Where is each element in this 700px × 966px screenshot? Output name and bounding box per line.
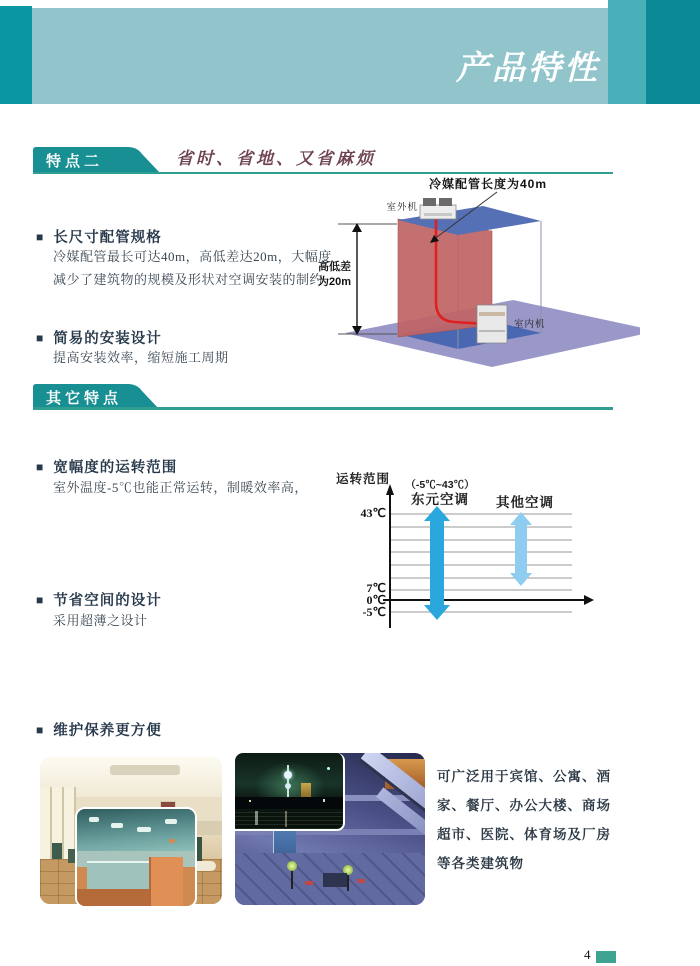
usage-text bbox=[437, 762, 637, 878]
photo-skyline-inset bbox=[235, 753, 345, 831]
range-arrow-other bbox=[510, 512, 532, 586]
section-subtitle: 省时、省地、又省麻烦 bbox=[176, 149, 376, 168]
chart-axis-title: 运转范围 bbox=[336, 472, 391, 486]
photo-lamp-post bbox=[347, 873, 349, 891]
feature-heading bbox=[36, 719, 162, 740]
operating-range-chart bbox=[330, 466, 602, 638]
bullet-icon: ■ bbox=[36, 723, 45, 737]
range-arrow-dongyuan bbox=[424, 506, 450, 620]
photo-desk-cluster bbox=[87, 861, 149, 891]
feature-heading-label: 维护保养更方便 bbox=[53, 723, 162, 739]
bullet-icon: ■ bbox=[36, 230, 45, 244]
feature-heading-label: 长尺寸配管规格 bbox=[53, 230, 162, 246]
ytick-neg5: -5℃ bbox=[362, 605, 386, 619]
bullet-icon: ■ bbox=[36, 460, 45, 474]
badge-label: 特点二 bbox=[46, 153, 104, 170]
photo-reflection bbox=[285, 811, 287, 827]
feature-heading bbox=[36, 226, 162, 247]
usage-line: 家、餐厅、办公大楼、商场 bbox=[437, 798, 611, 813]
photo-window-light bbox=[323, 799, 325, 802]
section-badge-feature2 bbox=[33, 147, 160, 173]
paragraph-line: 冷媒配管最长可达40m，高低差达20m，大幅度 bbox=[53, 249, 332, 264]
photo-ceiling-light bbox=[165, 819, 177, 824]
chart-annotation: （-5℃~43℃） bbox=[405, 479, 475, 491]
photo-window-light bbox=[249, 800, 251, 802]
feature-paragraph bbox=[53, 476, 343, 499]
feature-heading-label: 宽幅度的运转范围 bbox=[53, 460, 178, 476]
badge-label: 其它特点 bbox=[46, 390, 123, 407]
header-mid-stripe bbox=[608, 0, 646, 104]
feature-paragraph bbox=[53, 609, 343, 632]
height-diff-line2: 为20m bbox=[318, 276, 352, 288]
photo-reflection bbox=[255, 811, 258, 825]
photo-building-silhouette bbox=[235, 797, 343, 809]
photo-ceiling-slot bbox=[110, 765, 180, 775]
usage-line: 超市、医院、体育场及厂房 bbox=[437, 827, 611, 842]
photo-beacon bbox=[327, 767, 330, 770]
chart-category-other: 其他空调 bbox=[496, 495, 554, 510]
chart-category-dongyuan: 东元空调 bbox=[411, 492, 469, 507]
bullet-icon: ■ bbox=[36, 593, 45, 607]
feature-heading bbox=[36, 589, 162, 610]
feature-heading-label: 简易的安装设计 bbox=[53, 331, 162, 347]
ytick-0: 0℃ bbox=[366, 593, 386, 607]
photo-tower-sphere bbox=[284, 771, 292, 779]
ytick-43: 43℃ bbox=[360, 506, 386, 520]
photo-tower-sphere bbox=[285, 783, 291, 789]
height-diff-line1: 高低差 bbox=[318, 261, 351, 273]
outdoor-unit-label: 室外机 bbox=[386, 202, 418, 213]
paragraph-line: 室外温度-5℃也能正常运转，制暖效率高， bbox=[53, 480, 308, 495]
photo-office-floor bbox=[77, 889, 149, 906]
page-number: 4 bbox=[584, 947, 591, 962]
header-left-stripe bbox=[0, 6, 32, 104]
feature-heading bbox=[36, 456, 177, 477]
usage-line: 等各类建筑物 bbox=[437, 856, 524, 871]
bullet-icon: ■ bbox=[36, 331, 45, 345]
photo-lamp bbox=[169, 839, 175, 843]
photo-chair bbox=[52, 843, 62, 859]
indoor-unit-label: 室内机 bbox=[514, 319, 546, 330]
section-divider bbox=[33, 407, 613, 410]
header-right-stripe bbox=[646, 0, 700, 104]
paragraph-line: 采用超薄之设计 bbox=[53, 613, 148, 628]
photo-lamp-post bbox=[291, 869, 293, 889]
photo-partition bbox=[149, 857, 183, 906]
photo-lamp-glow bbox=[287, 861, 297, 871]
paragraph-line: 提高安装效率，缩短施工周期 bbox=[53, 350, 229, 365]
page-number-marker bbox=[596, 951, 616, 963]
paragraph-line: 减少了建筑物的规模及形状对空调安装的制约 bbox=[53, 272, 324, 287]
feature-heading bbox=[36, 327, 162, 348]
photo-office-inset bbox=[75, 807, 197, 908]
photo-office-ceiling bbox=[77, 809, 195, 851]
photo-bench bbox=[357, 879, 365, 883]
ytick-7: 7℃ bbox=[366, 581, 386, 595]
feature-heading-label: 节省空间的设计 bbox=[53, 593, 162, 609]
photo-ceiling-light bbox=[137, 827, 151, 832]
usage-line: 可广泛用于宾馆、公寓、酒 bbox=[437, 769, 611, 784]
photo-kiosk bbox=[323, 873, 347, 887]
page-title: 产品特性 bbox=[456, 49, 600, 86]
height-diff-label bbox=[318, 260, 351, 290]
photo-ceiling-light bbox=[89, 817, 99, 822]
photo-bench bbox=[305, 881, 313, 885]
piping-diagram bbox=[300, 163, 640, 378]
pipe-length-label: 冷媒配管长度为40m bbox=[428, 177, 548, 191]
photo-ceiling-light bbox=[111, 823, 123, 828]
photo-water bbox=[235, 809, 343, 829]
